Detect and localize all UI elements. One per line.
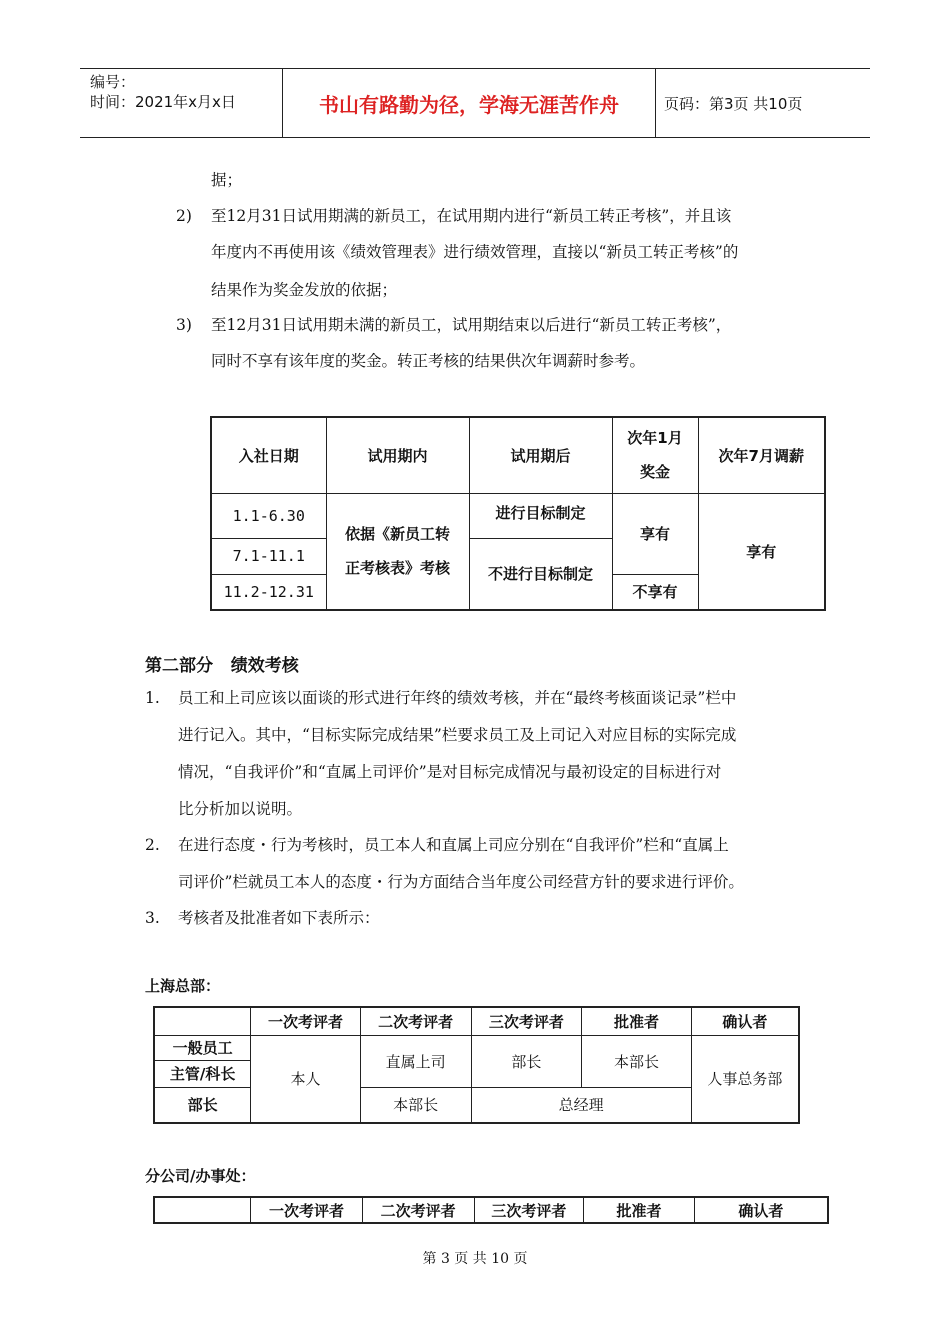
cell-this-head: 本部长 <box>582 1035 692 1087</box>
header-cell: 试用期内 <box>326 417 469 493</box>
header-cell: 批准者 <box>582 1007 692 1035</box>
probation-table <box>210 416 826 611</box>
paragraph-line: 同时不享有该年度的奖金。转正考核的结果供次年调薪时参考。 <box>211 352 646 370</box>
date-cell: 7.1-11.1 <box>211 538 326 574</box>
paragraph-line: 考核者及批准者如下表所示： <box>178 909 380 927</box>
header-cell: 次年7月调薪 <box>698 417 825 493</box>
header-page-info: 页码：第3页 共10页 <box>664 94 803 113</box>
cell-this-head: 本部长 <box>360 1087 471 1123</box>
cell-direct: 直属上司 <box>360 1035 471 1087</box>
header-cell: 批准者 <box>584 1197 695 1223</box>
table-label: 上海总部： <box>145 977 221 995</box>
header-cell: 确认者 <box>691 1007 799 1035</box>
header-cell: 三次考评者 <box>474 1197 584 1223</box>
cell-gm: 总经理 <box>471 1087 691 1123</box>
cell-self: 本人 <box>251 1035 361 1123</box>
list-marker: 3. <box>145 909 160 927</box>
paragraph-line: 司评价”栏就员工本人的态度・行为方面结合当年度公司经营方针的要求进行评价。 <box>178 873 744 891</box>
branch-reviewer-table <box>153 1196 829 1224</box>
paragraph-line: 员工和上司应该以面谈的形式进行年终的绩效考核，并在“最终考核面谈记录”栏中 <box>178 689 737 707</box>
header-cell <box>154 1007 251 1035</box>
header-cell: 试用期后 <box>469 417 612 493</box>
paragraph-line: 在进行态度・行为考核时，员工本人和直属上司应分别在“自我评价”栏和“直属上 <box>178 836 729 854</box>
paragraph-line: 至12月31日试用期未满的新员工，试用期结束以后进行“新员工转正考核”， <box>211 316 732 334</box>
header-cell: 确认者 <box>694 1197 828 1223</box>
header-cell: 三次考评者 <box>471 1007 582 1035</box>
header-meta <box>80 69 280 137</box>
date-cell: 1.1-6.30 <box>211 493 326 538</box>
cell-dept-head: 部长 <box>471 1035 582 1087</box>
bonus-cell: 享有 <box>612 493 698 574</box>
after-cell: 不进行目标制定 <box>469 538 612 610</box>
shanghai-reviewer-table <box>153 1006 800 1124</box>
header-cell: 二次考评者 <box>360 1007 471 1035</box>
list-marker: 1. <box>145 689 160 707</box>
section-title: 第二部分 绩效考核 <box>145 656 299 676</box>
paragraph-line: 进行记入。其中，“目标实际完成结果”栏要求员工及上司记入对应目标的实际完成 <box>178 726 737 744</box>
trial-in-cell: 依据《新员工转 正考核表》考核 <box>326 493 469 610</box>
row-header: 部长 <box>154 1087 251 1123</box>
page-footer: 第 3 页 共 10 页 <box>422 1251 528 1267</box>
cell-hr: 人事总务部 <box>691 1035 799 1123</box>
bonus-cell: 不享有 <box>612 574 698 610</box>
date-cell: 11.2-12.31 <box>211 574 326 610</box>
list-marker: 2) <box>176 207 192 225</box>
paragraph-line: 年度内不再使用该《绩效管理表》进行绩效管理，直接以“新员工转正考核”的 <box>211 243 739 261</box>
list-marker: 3) <box>176 316 192 334</box>
header-motto: 书山有路勤为径，学海无涯苦作舟 <box>282 69 656 137</box>
header-cell: 入社日期 <box>211 417 326 493</box>
paragraph-line: 据； <box>211 171 243 189</box>
row-header: 一般员工 <box>154 1035 251 1060</box>
table-label: 分公司/办事处： <box>145 1167 256 1185</box>
header-cell: 一次考评者 <box>251 1007 361 1035</box>
header-cell <box>154 1197 251 1223</box>
paragraph-line: 情况，“自我评价”和“直属上司评价”是对目标完成情况与最初设定的目标进行对 <box>178 763 722 781</box>
time-label: 时间：2021年x月x日 <box>90 93 236 111</box>
header-cell: 二次考评者 <box>362 1197 474 1223</box>
raise-cell: 享有 <box>698 493 825 610</box>
header-cell: 次年1月 奖金 <box>612 417 698 493</box>
code-label: 编号： <box>90 73 136 91</box>
list-marker: 2. <box>145 836 160 854</box>
page-header <box>80 68 870 138</box>
header-cell: 一次考评者 <box>251 1197 363 1223</box>
paragraph-line: 至12月31日试用期满的新员工，在试用期内进行“新员工转正考核”，并且该 <box>211 207 732 225</box>
row-header: 主管/科长 <box>154 1060 251 1087</box>
paragraph-line: 比分析加以说明。 <box>178 800 303 818</box>
paragraph-line: 结果作为奖金发放的依据； <box>211 281 398 299</box>
after-cell: 进行目标制定 <box>469 493 612 538</box>
